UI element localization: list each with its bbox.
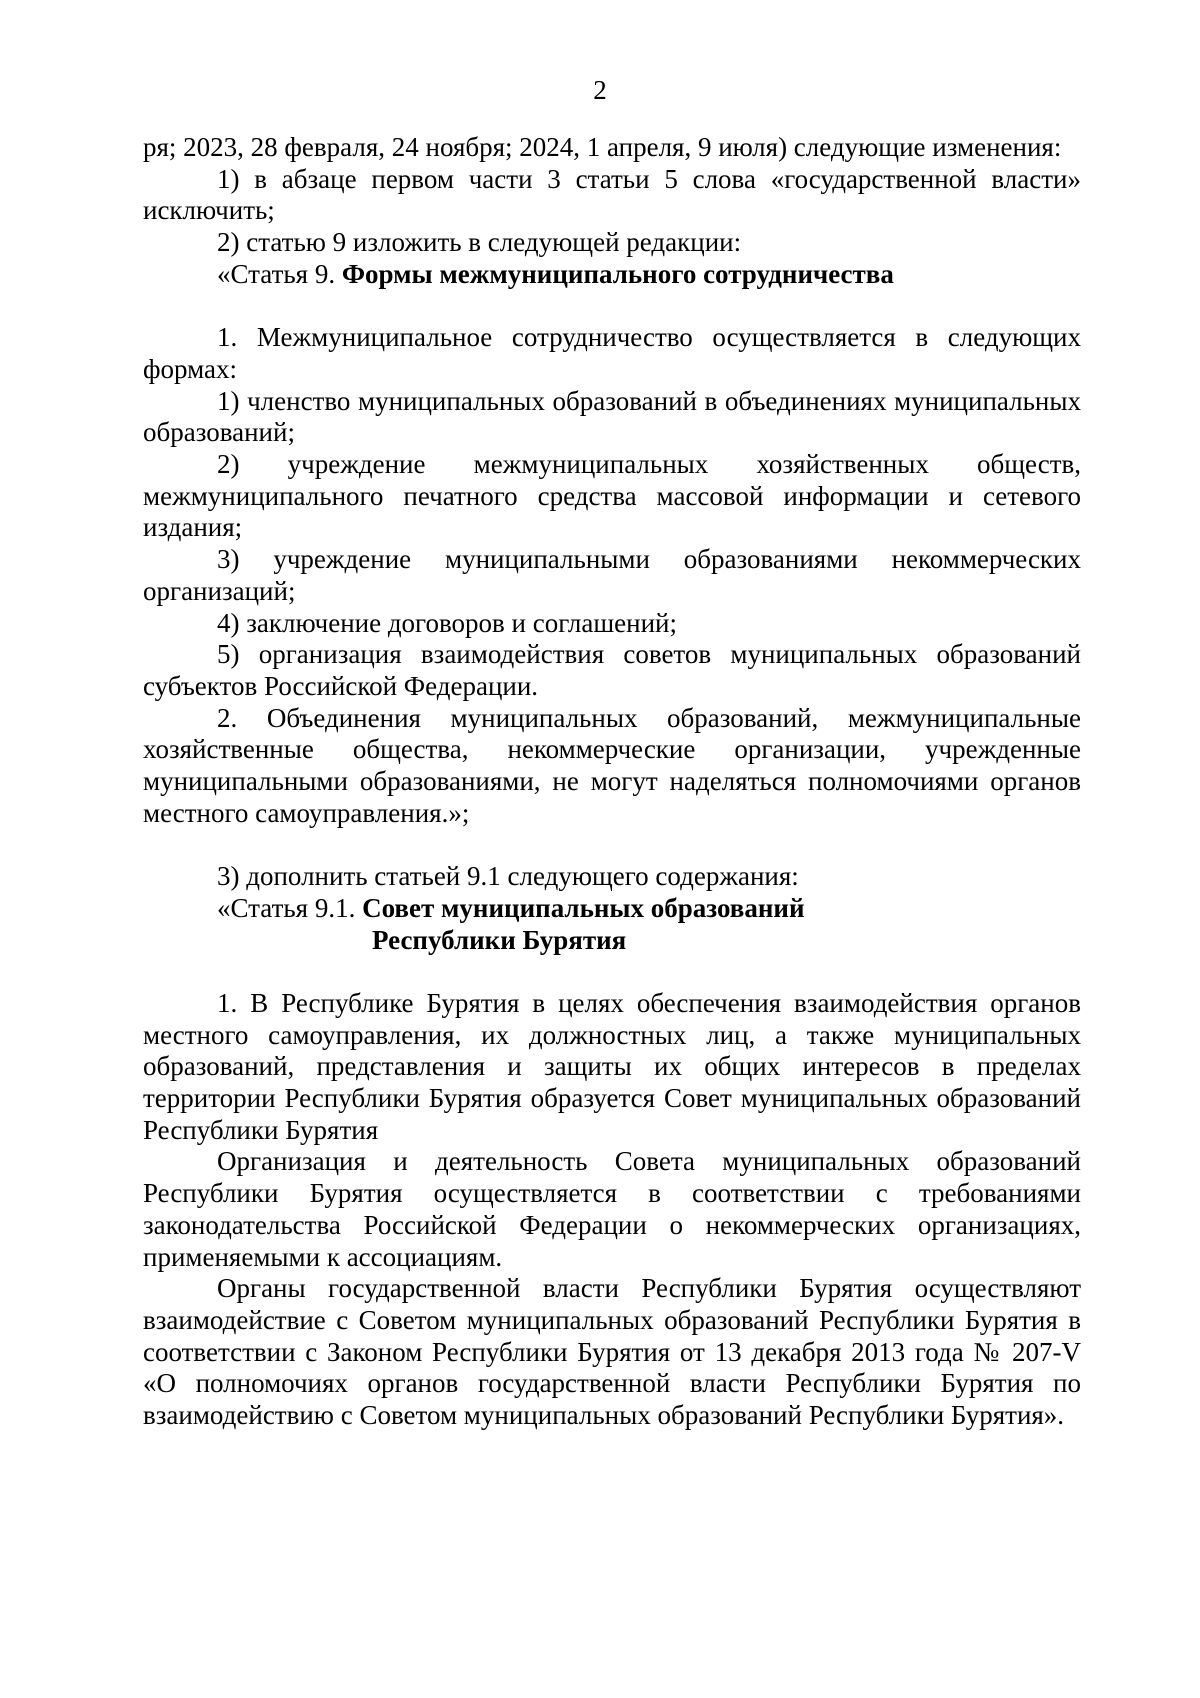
article-9-1-part-1: 1. В Республике Бурятия в целях обеспечения взаимодействия органов местного самоуправления, их должностных лиц, а также муниципальных образований, представления и защиты их общих интересов в пределах территории Республики Бурятия образуется Совет муниципальных образований Республики Бурятия [143,987,1081,1145]
article-9-part-1: 1. Межмуниципальное сотрудничество осуществляется в следующих формах: [143,322,1081,384]
article-9-1-label: «Статья 9.1. [217,892,363,923]
paragraph-intro: ря; 2023, 28 февраля, 24 ноября; 2024, 1 апреля, 9 июля) следующие изменения: [143,132,1062,162]
article-9-form-5: 5) организация взаимодействия советов муниципальных образований субъектов Российской Федерации. [143,639,1081,701]
list-item-amendment-1: 1) в абзаце первом части 3 статьи 5 слова «государственной власти» исключить; [143,163,1081,226]
document-body [143,132,1081,1432]
article-9-1-heading [143,893,1081,956]
article-9-form-3: 3) учреждение муниципальными образованиями некоммерческих организаций; [143,544,1081,606]
article-9-form-2: 2) учреждение межмуниципальных хозяйственных обществ, межмуниципального печатного средства массовой информации и сетевого издания; [143,449,1081,543]
article-9-heading [143,259,1081,291]
article-9-1-paragraph-2: Организация и деятельность Совета муниципальных образований Республики Бурятия осуществляется в соответствии с требованиями законодательства Российской Федерации о некоммерческих организациях, применяемыми к ассоциациям. [143,1146,1081,1272]
article-9-1-paragraph-3: Органы государственной власти Республики Бурятия осуществляют взаимодействие с Советом муниципальных образований Республики Бурятия в соответствии с Законом Республики Бурятия от 13 декабря 2013 года № 207-V «О полномочиях органов государственной власти Республики Бурятия по взаимодействию с Советом муниципальных образований Республики Бурятия». [143,1273,1081,1431]
list-item-amendment-3: 3) дополнить статьей 9.1 следующего содержания: [217,861,799,892]
article-9-label: «Статья 9. [217,258,342,289]
article-9-title: Формы межмуниципального сотрудничества [341,258,894,289]
article-9-part-2: 2. Объединения муниципальных образований, межмуниципальные хозяйственные общества, некоммерческие организации, учрежденные муниципальными образованиями, не могут наделяться полномочиями органов местного самоуправления.»; [143,702,1081,828]
article-9-form-1: 1) членство муниципальных образований в объединениях муниципальных образований; [143,385,1081,448]
page-number: 2 [593,75,607,105]
list-item-amendment-2: 2) статью 9 изложить в следующей редакции: [217,227,742,258]
article-9-form-4: 4) заключение договоров и соглашений; [217,607,677,638]
article-9-1-title-line-1: Совет муниципальных образований [362,892,805,923]
article-9-1-title-line-2: Республики Бурятия [372,924,627,955]
